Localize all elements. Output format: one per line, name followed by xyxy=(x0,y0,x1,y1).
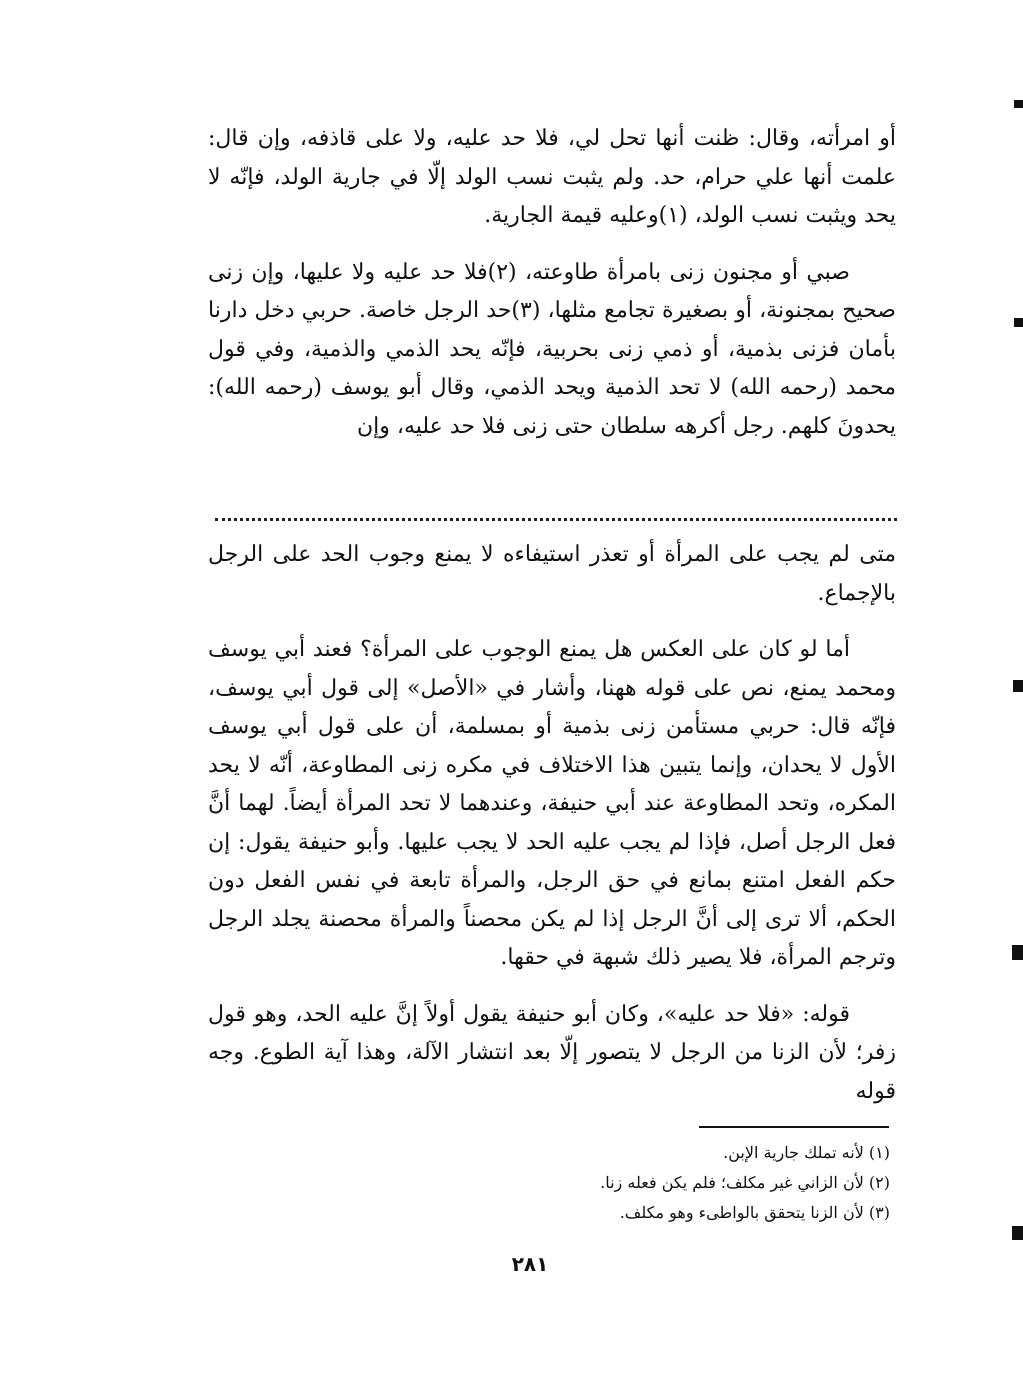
footnote: (١) لأنه تملك جارية الإبن. xyxy=(723,1143,890,1162)
main-text xyxy=(208,120,896,446)
commentary-paragraph: قوله: «فلا حد عليه»، وكان أبو حنيفة يقول أولاً إنَّ عليه الحد، وهو قول زفر؛ لأن الزنا من الرجل لا يتصور إلّا بعد انتشار الآلة، وهذا آية الطوع. وجه قوله xyxy=(208,1001,896,1104)
scan-edge-mark xyxy=(1012,945,1023,960)
commentary-paragraph: أما لو كان على العكس هل يمنع الوجوب على المرأة؟ فعند أبي يوسف ومحمد يمنع، نص على قوله ههنا، وأشار في «الأصل» إلى قول أبي يوسف، فإنّه قال: حربي مستأمن زنى بذمية أو بمسلمة، أن على قول أبي يوسف الأول لا يحدان، وإنما يتبين هذا الاختلاف في مكره زنى المطاوعة، أنّه لا يحد المكره، وتحد المطاوعة عند أبي حنيفة، وعندهما لا تحد المرأة أيضاً. لهما أنَّ فعل الرجل أصل، فإذا لم يجب عليه الحد لا يجب عليها. وأبو حنيفة يقول: إن حكم الفعل امتنع بمانع في حق الرجل، والمرأة تابعة في نفس الفعل دون الحكم، ألا ترى إلى أنَّ الرجل إذا لم يكن محصناً والمرأة محصنة يجلد الرجل وترجم المرأة، فلا يصير ذلك شبهة في حقها. xyxy=(208,637,896,970)
commentary-text xyxy=(208,536,896,1111)
footnotes xyxy=(420,1138,890,1228)
commentary-paragraph: متى لم يجب على المرأة أو تعذر استيفاءه لا يمنع وجوب الحد على الرجل بالإجماع. xyxy=(208,542,896,606)
section-divider xyxy=(215,518,897,521)
scan-edge-mark xyxy=(1014,318,1023,327)
footnote-rule xyxy=(699,1126,889,1128)
footnote: (٢) لأن الزاني غير مكلف؛ فلم يكن فعله زنا. xyxy=(600,1173,890,1192)
main-paragraph: صبي أو مجنون زنى بامرأة طاوعته، (٢)فلا حد عليه ولا عليها، وإن زنى صحيح بمجنونة، أو بصغيرة تجامع مثلها، (٣)حد الرجل خاصة. حربي دخل دارنا بأمان فزنى بذمية، أو ذمي زنى بحربية، فإنّه يحد الذمي والذمية، وفي قول محمد (رحمه الله) لا تحد الذمية ويحد الذمي، وقال أبو يوسف (رحمه الله): يحدونَ كلهم. رجل أكرهه سلطان حتى زنى فلا حد عليه، وإن xyxy=(208,259,896,439)
page-number: ٢٨١ xyxy=(511,1252,549,1276)
scan-edge-mark xyxy=(1013,680,1023,692)
scan-edge-mark xyxy=(1014,100,1023,108)
main-paragraph: أو امرأته، وقال: ظنت أنها تحل لي، فلا حد عليه، ولا على قاذفه، وإن قال: علمت أنها علي حرام، حد. ولم يثبت نسب الولد إلّا في جارية الولد، فإنّه لا يحد ويثبت نسب الولد، (١)وعليه قيمة الجارية. xyxy=(208,126,896,228)
scan-edge-mark xyxy=(1012,1226,1023,1240)
footnote: (٣) لأن الزنا يتحقق بالواطىء وهو مكلف. xyxy=(619,1203,890,1222)
